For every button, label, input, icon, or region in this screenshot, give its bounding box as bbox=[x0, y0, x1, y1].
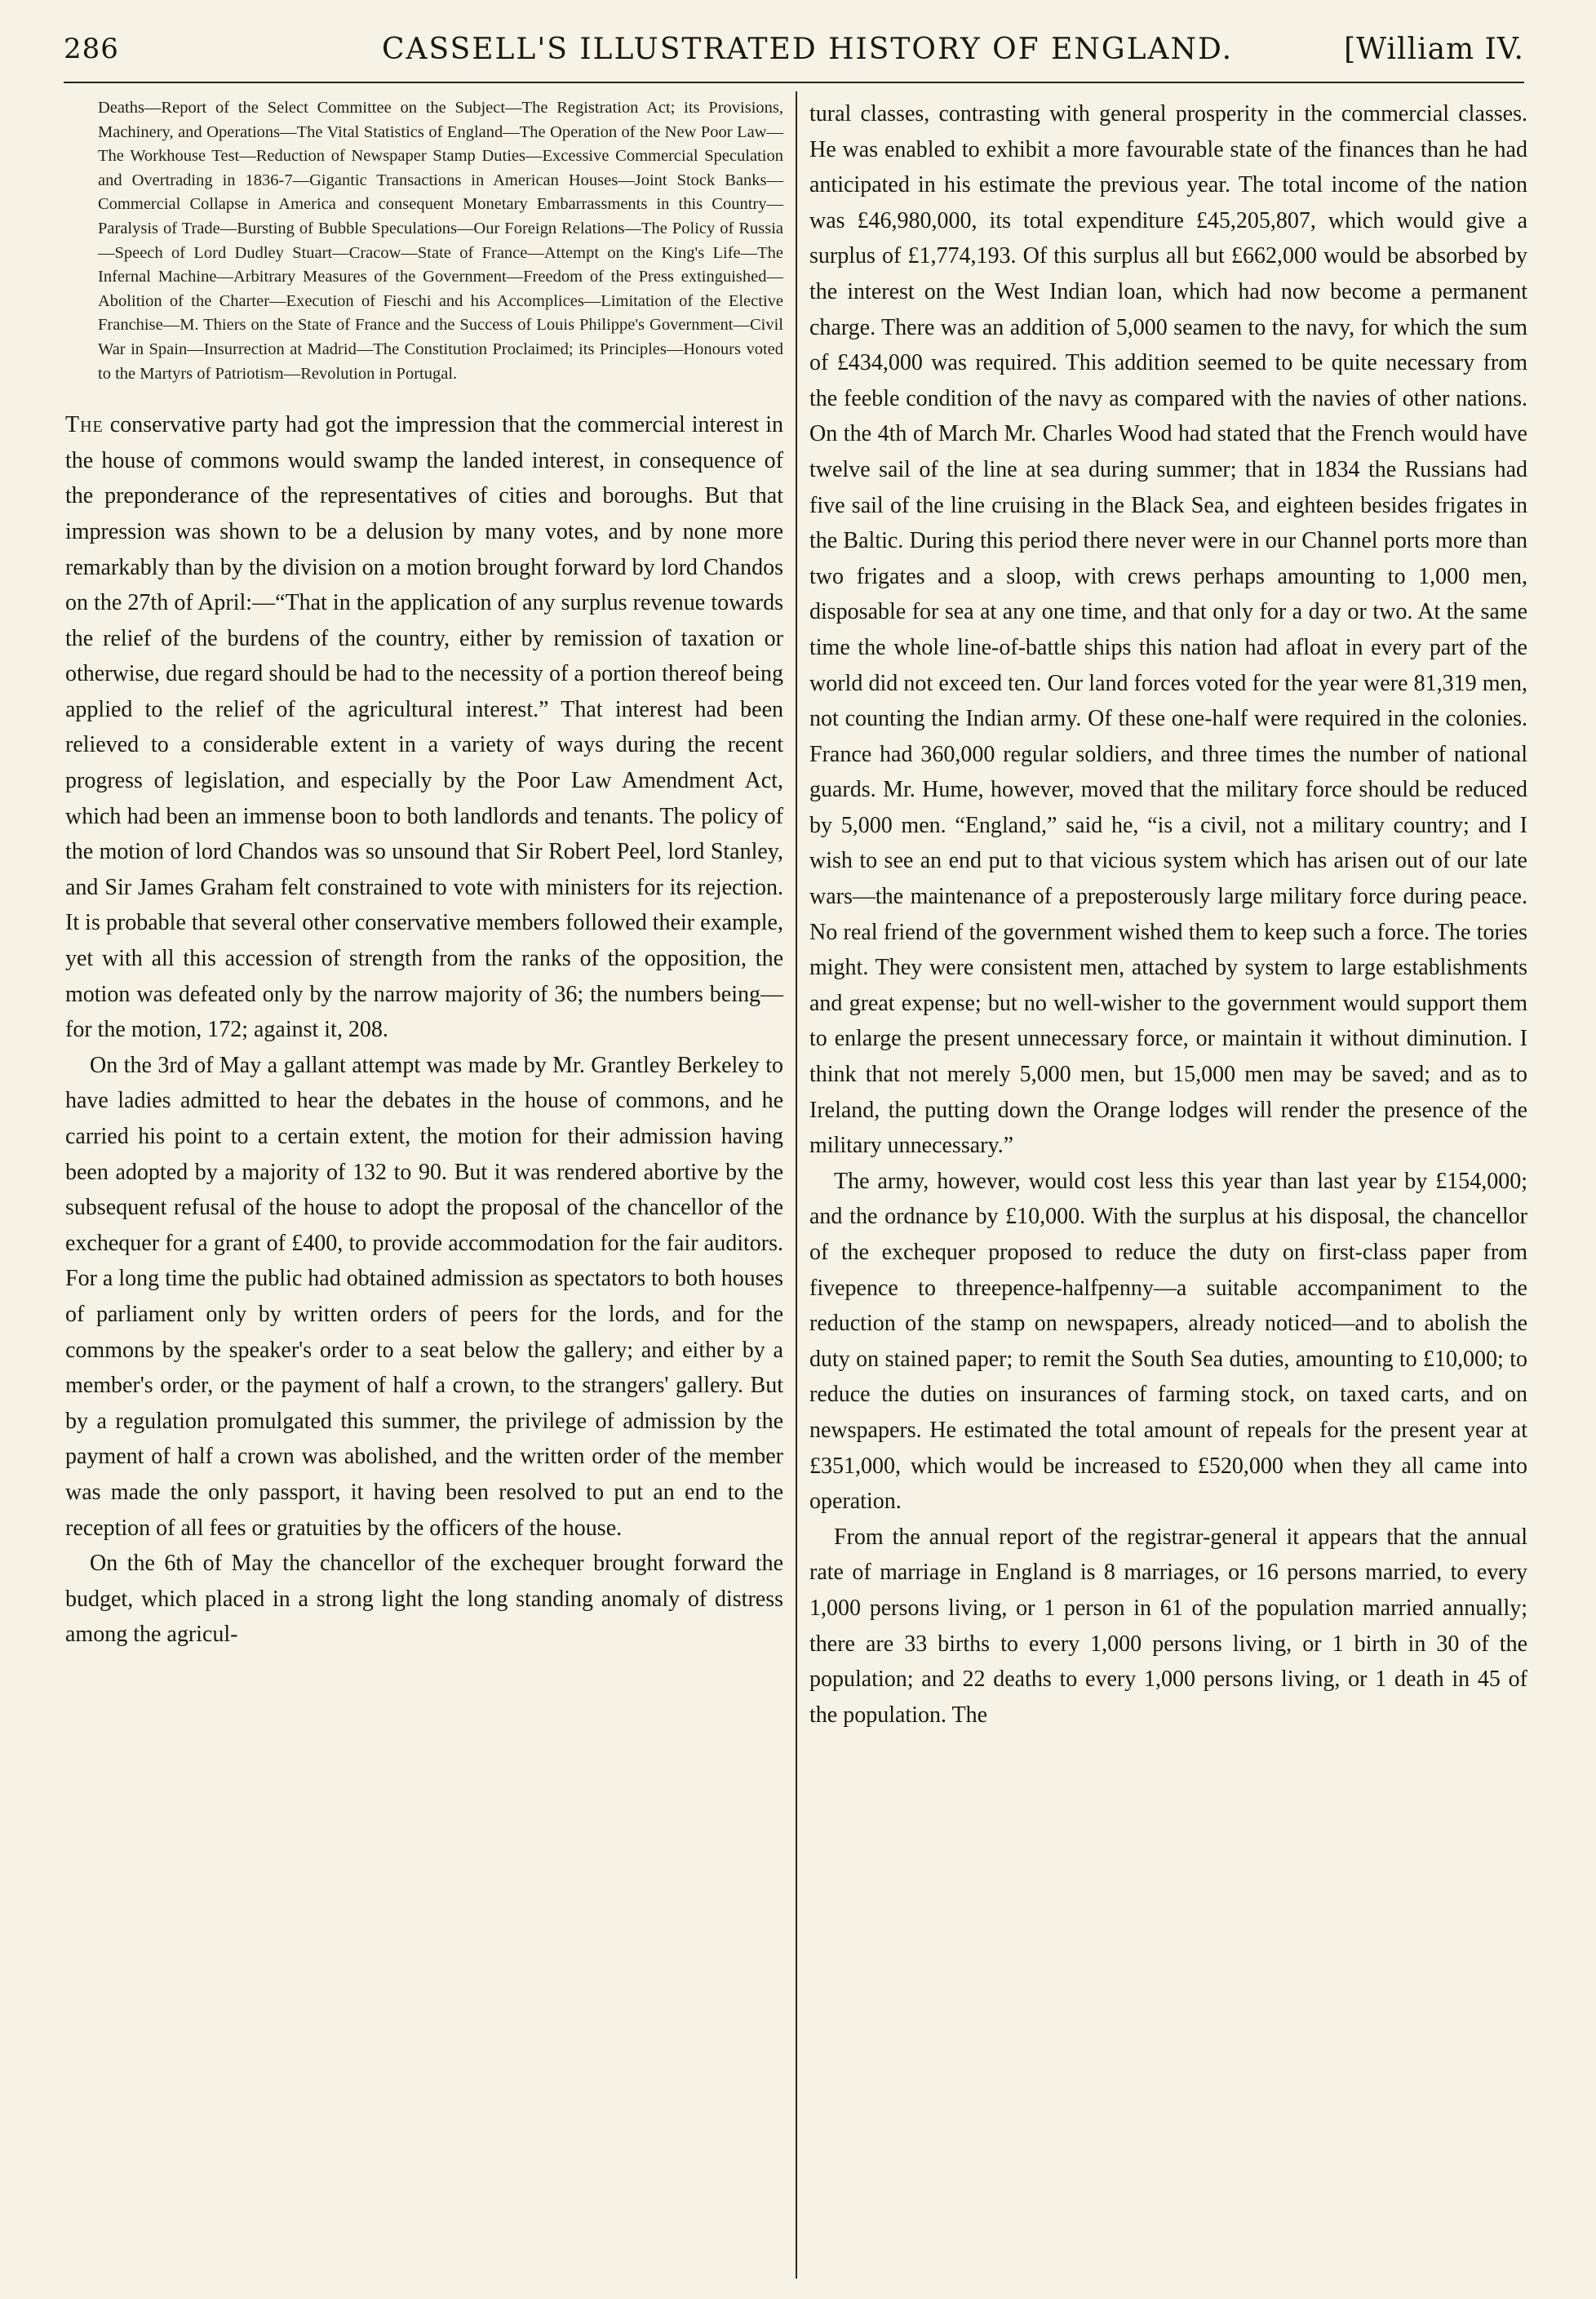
paragraph: On the 3rd of May a gallant attempt was made by Mr. Grantley Berkeley to have ladies admitted to hear the debates in the house of commons, and he carried his point to a certain extent, the motion for their admission having been adopted by a majority of 132 to 90. But it was rendered abortive by the subsequent refusal of the house to adopt the proposal of the chancellor of the exchequer for a grant of £400, to provide accommodation for the fair auditors. For a long time the public had obtained admission as spectators to both houses of parliament only by written orders of peers for the lords, and for the commons by the speaker's order to a seat below the gallery; and either by a member's order, or the payment of half a crown, to the strangers' gallery. But by a regulation promulgated this summer, the privilege of admission by the payment of half a crown was abolished, and the written order of the member was made the only passport, it having been resolved to put an end to the reception of all fees or gratuities by the officers of the house. bbox=[65, 1052, 783, 1541]
header-rule bbox=[64, 82, 1524, 83]
reign-label: [William IV. bbox=[1344, 33, 1524, 66]
right-body bbox=[809, 96, 1527, 1733]
paragraph: tural classes, contrasting with general prosperity in the commercial classes. He was enabled to exhibit a more favourable state of the finances than he had anticipated in his estimate the previous year. The total income of the nation was £46,980,000, its total expenditure £45,205,807, which would give a surplus of £1,774,193. Of this surplus all but £662,000 would be absorbed by the interest on the West Indian loan, which had now become a permanent charge. There was an addition of 5,000 seamen to the navy, for which the sum of £434,000 was required. This addition seemed to be quite necessary from the feeble condition of the navy as compared with the navies of other nations. On the 4th of March Mr. Charles Wood had stated that the French would have twelve sail of the line at sea during summer; that in 1834 the Russians had five sail of the line cruising in the Black Sea, and eighteen besides frigates in the Baltic. During this period there never were in our Channel ports more than two frigates and a sloop, with crews perhaps amounting to 1,000 men, disposable for sea at any one time, and that only for a day or two. At the same time the whole line-of-battle ships this nation had afloat in every part of the world did not exceed ten. Our land forces voted for the year were 81,319 men, not counting the Indian army. Of these one-half were required in the colonies. France had 360,000 regular soldiers, and three times the number of national guards. Mr. Hume, however, moved that the military force should be reduced by 5,000 men. “England,” said he, “is a civil, not a military country; and I wish to see an end put to that vicious system which has arisen out of our late wars—the maintenance of a preposterously large military force during peace. No real friend of the government wished them to keep such a force. The tories might. They were consistent men, attached by system to large establishments and great expense; but no well-wisher to the government would support them to enlarge the present unnecessary force, or maintain it without diminution. I think that not merely 5,000 men, but 15,000 men may be saved; and as to Ireland, the putting down the Orange lodges will render the presence of the military unnecessary.” bbox=[809, 101, 1527, 1159]
paragraph: From the annual report of the registrar-general it appears that the annual rate of marriage in England is 8 marriages, or 16 persons married, to every 1,000 persons living, or 1 person in 61 of the population married annually; there are 33 births to every 1,000 persons living, or 1 birth in 30 of the population; and 22 deaths to every 1,000 persons living, or 1 death in 45 of the population. The bbox=[809, 1524, 1527, 1728]
paragraph-lead: The bbox=[65, 412, 104, 438]
paragraph: On the 6th of May the chancellor of the exchequer brought forward the budget, which placed in a strong light the long standing anomaly of distress among the agricul- bbox=[65, 1551, 783, 1648]
paragraph bbox=[65, 407, 783, 1048]
page-number: 286 bbox=[64, 33, 119, 65]
running-header bbox=[64, 29, 1524, 80]
left-column bbox=[65, 96, 783, 1653]
chapter-summary: Deaths—Report of the Select Committee on the Subject—The Registration Act; its Provisions, Machinery, and Operations—The Vital Statistics of England—The Operation of the New Poor Law—The Workhouse Test—Reduction of Newspaper Stamp Duties—Excessive Commercial Speculation and Overtrading in 1836-7—Gigantic Transactions in American Houses—Joint Stock Banks—Commercial Collapse in America and consequent Monetary Embarrassments in this Country—Paralysis of Trade—Bursting of Bubble Speculations—Our Foreign Relations—The Policy of Russia—Speech of Lord Dudley Stuart—Cracow—State of France—Attempt on the King's Life—The Infernal Machine—Arbitrary Measures of the Government—Freedom of the Press extinguished—Abolition of the Charter—Execution of Fieschi and his Accomplices—Limitation of the Elective Franchise—M. Thiers on the State of France and the Success of Louis Philippe's Government—Civil War in Spain—Insurrection at Madrid—The Constitution Proclaimed; its Principles—Honours voted to the Martyrs of Patriotism—Revolution in Portugal. bbox=[98, 99, 783, 383]
paragraph-text: conservative party had got the impression that the commercial interest in the house of commons would swamp the landed interest, in consequence of the preponderance of the representatives of cities and boroughs. But that impression was shown to be a delusion by many votes, and by none more remarkably than by the division on a motion brought forward by lord Chandos on the 27th of April:—“That in the application of any surplus revenue towards the relief of the burdens of the country, either by remission of taxation or otherwise, due regard should be had to the necessity of a portion thereof being applied to the relief of the agricultural interest.” That interest had been relieved to a considerable extent in a variety of ways during the recent progress of legislation, and especially by the Poor Law Amendment Act, which had been an immense boon to both landlords and tenants. The policy of the motion of lord Chandos was so unsound that Sir Robert Peel, lord Stanley, and Sir James Graham felt constrained to vote with ministers for its rejection. It is probable that several other conservative members followed their example, yet with all this accession of strength from the ranks of the opposition, the motion was defeated only by the narrow majority of 36; the numbers being—for the motion, 172; against it, 208. bbox=[65, 412, 783, 1043]
paragraph: The army, however, would cost less this year than last year by £154,000; and the ordnance by £10,000. With the surplus at his disposal, the chancellor of the exchequer proposed to reduce the duty on first-class paper from fivepence to threepence-halfpenny—a suitable accompaniment to the reduction of the stamp on newspapers, already noticed—and to abolish the duty on stained paper; to remit the South Sea duties, amounting to £10,000; to reduce the duties on insurances of farming stock, on taxed carts, and on newspapers. He estimated the total amount of repeals for the present year at £351,000, which would be increased to £520,000 when they all came into operation. bbox=[809, 1168, 1527, 1515]
book-title: CASSELL'S ILLUSTRATED HISTORY OF ENGLAND. bbox=[382, 33, 1234, 66]
column-divider bbox=[796, 91, 797, 2279]
left-body bbox=[65, 407, 783, 1653]
right-column bbox=[809, 96, 1527, 1733]
